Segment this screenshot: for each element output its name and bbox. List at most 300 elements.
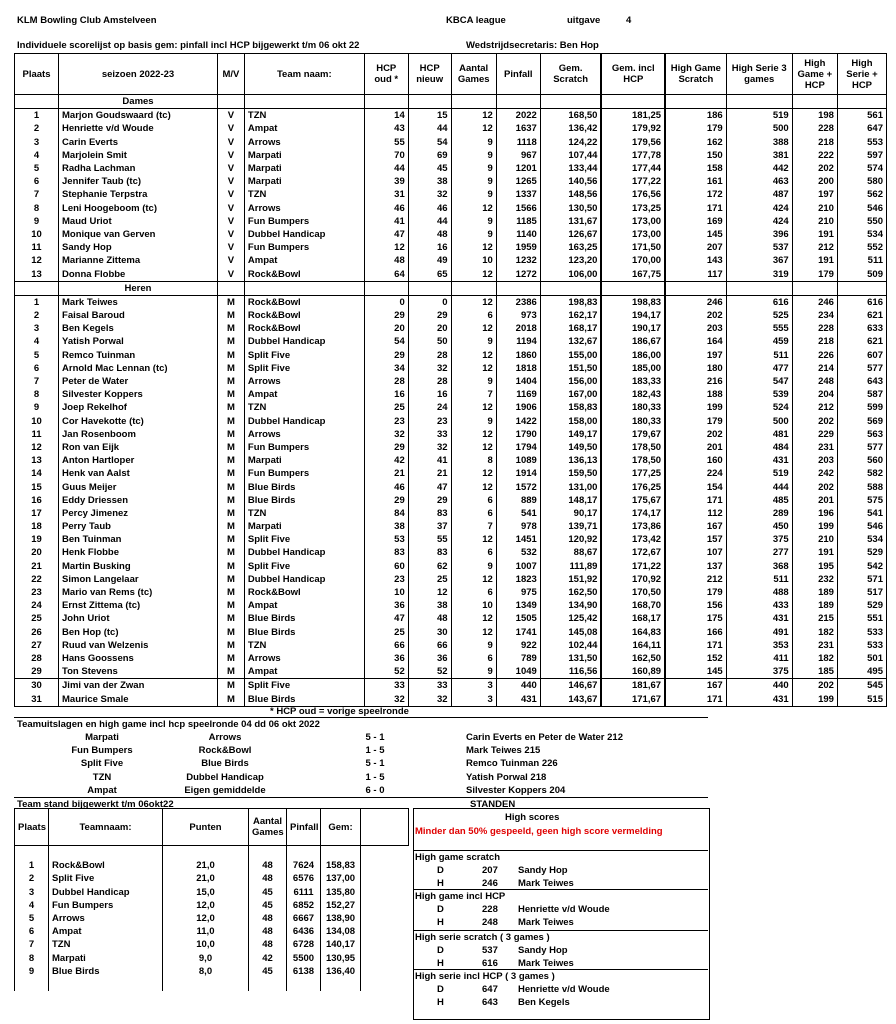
table-cell: 173,00	[601, 228, 665, 241]
table-row	[15, 546, 887, 559]
table-cell: 154	[665, 480, 726, 493]
table-cell: 431	[726, 692, 792, 706]
table-cell: 12	[408, 586, 451, 599]
table-row	[15, 586, 887, 599]
table-cell: 62	[408, 560, 451, 573]
table-cell: 234	[792, 309, 837, 322]
high-score-value: 647	[482, 984, 498, 996]
table-cell: 38	[408, 175, 451, 188]
high-score-group-title: High game incl HCP	[415, 891, 506, 902]
table-cell: 134,08	[321, 925, 361, 938]
table-cell: Arrows	[244, 428, 364, 441]
table-cell: M	[218, 441, 245, 454]
table-cell: Stephanie Terpstra	[59, 188, 218, 201]
table-cell: 162,17	[540, 309, 601, 322]
table-cell: 9	[451, 188, 496, 201]
table-cell: 54	[364, 335, 408, 348]
table-cell: 32	[408, 441, 451, 454]
table-cell: 1860	[496, 349, 540, 362]
table-cell: 495	[837, 665, 886, 679]
table-cell: 607	[837, 349, 886, 362]
table-cell: M	[218, 335, 245, 348]
table-cell: 179	[665, 122, 726, 135]
table-cell: 140,56	[540, 175, 601, 188]
col-header: Teamnaam:	[49, 809, 163, 846]
table-cell	[540, 281, 601, 295]
table-cell: 45	[249, 886, 287, 899]
table-cell: 224	[665, 467, 726, 480]
table-cell: M	[218, 612, 245, 625]
high-score-player: Henriette v/d Woude	[518, 904, 610, 916]
table-cell: 107,44	[540, 149, 601, 162]
table-cell: 442	[726, 162, 792, 175]
table-cell: M	[218, 560, 245, 573]
table-cell: 246	[665, 295, 726, 309]
table-cell: 218	[792, 136, 837, 149]
table-cell: 9	[15, 215, 59, 228]
table-cell: 8	[15, 388, 59, 401]
table-cell: 112	[665, 507, 726, 520]
table-cell: 151,50	[540, 362, 601, 375]
table-cell: 139,71	[540, 520, 601, 533]
table-cell: 48	[364, 254, 408, 267]
table-cell: 181,67	[601, 679, 665, 693]
table-cell: 48	[408, 612, 451, 625]
table-cell: Split Five	[244, 679, 364, 693]
table-cell: 171,67	[601, 692, 665, 706]
table-cell: 171	[665, 494, 726, 507]
table-cell: Ernst Zittema (tc)	[59, 599, 218, 612]
table-cell: 396	[726, 228, 792, 241]
table-cell: 88,67	[540, 546, 601, 559]
table-cell: 368	[726, 560, 792, 573]
table-cell: 145	[665, 228, 726, 241]
table-cell: Split Five	[244, 349, 364, 362]
table-cell	[792, 281, 837, 295]
table-cell: 541	[496, 507, 540, 520]
table-cell: 1959	[496, 241, 540, 254]
table-cell: 9	[15, 965, 49, 978]
table-cell: 226	[792, 349, 837, 362]
table-cell: Anton Hartloper	[59, 454, 218, 467]
table-cell: 201	[665, 441, 726, 454]
table-cell: Ton Stevens	[59, 665, 218, 679]
table-cell: Split Five	[244, 560, 364, 573]
table-cell: 23	[364, 415, 408, 428]
table-cell: TZN	[244, 507, 364, 520]
table-cell: Dubbel Handicap	[244, 335, 364, 348]
table-cell: 6111	[287, 886, 321, 899]
table-cell: 168,17	[601, 612, 665, 625]
table-cell: 10	[15, 415, 59, 428]
table-cell: 173,00	[601, 215, 665, 228]
divider	[413, 850, 708, 851]
table-cell: 136,13	[540, 454, 601, 467]
match-high-game: Yatish Porwal 218	[466, 771, 547, 783]
table-cell	[540, 95, 601, 109]
table-cell: Blue Birds	[244, 612, 364, 625]
table-cell: Rock&Bowl	[244, 309, 364, 322]
table-cell: 9	[451, 375, 496, 388]
table-cell: 1349	[496, 599, 540, 612]
table-cell: 25	[408, 573, 451, 586]
table-cell: 66	[408, 639, 451, 652]
table-cell: 168,50	[540, 109, 601, 123]
high-score-gender: H	[437, 958, 444, 970]
table-cell: M	[218, 480, 245, 493]
table-cell: Mario van Rems (tc)	[59, 586, 218, 599]
col-header: Pinfall	[496, 54, 540, 95]
table-cell	[451, 95, 496, 109]
high-score-group-title: High serie scratch ( 3 games )	[415, 932, 550, 943]
table-cell: 431	[726, 454, 792, 467]
table-cell: 138,90	[321, 912, 361, 925]
table-cell: 46	[364, 480, 408, 493]
table-cell	[287, 846, 321, 860]
table-cell: 126,67	[540, 228, 601, 241]
table-cell: 6852	[287, 899, 321, 912]
table-cell: 2386	[496, 295, 540, 309]
table-cell: 174,17	[601, 507, 665, 520]
table-cell: 210	[792, 533, 837, 546]
table-cell: 16	[364, 388, 408, 401]
table-cell: 6	[15, 925, 49, 938]
table-cell	[244, 281, 364, 295]
table-cell: 550	[837, 215, 886, 228]
table-cell: 431	[496, 692, 540, 706]
table-cell: 156,00	[540, 375, 601, 388]
table-cell: 15,0	[163, 886, 249, 899]
table-cell: Perry Taub	[59, 520, 218, 533]
table-cell: 12	[451, 428, 496, 441]
table-cell: 551	[837, 612, 886, 625]
table-row	[15, 295, 887, 309]
table-cell: 1404	[496, 375, 540, 388]
table-cell	[361, 938, 409, 951]
table-cell: 191	[792, 546, 837, 559]
table-cell: 158	[665, 162, 726, 175]
table-row	[15, 639, 887, 652]
table-cell: 48	[249, 859, 287, 872]
table-cell: 424	[726, 215, 792, 228]
table-cell: 6	[451, 586, 496, 599]
table-cell	[837, 281, 886, 295]
table-cell: 197	[665, 349, 726, 362]
table-row	[15, 136, 887, 149]
table-cell: 8	[15, 202, 59, 215]
table-cell: 202	[792, 679, 837, 693]
table-cell: 155,00	[540, 349, 601, 362]
table-cell: V	[218, 109, 245, 123]
table-cell: 135,80	[321, 886, 361, 899]
match-team: Fun Bumpers	[71, 745, 133, 757]
table-cell	[361, 912, 409, 925]
table-cell: M	[218, 388, 245, 401]
table-cell: 55	[408, 533, 451, 546]
table-cell: Marjolein Smit	[59, 149, 218, 162]
table-cell: V	[218, 136, 245, 149]
table-cell: 1637	[496, 122, 540, 135]
table-row	[15, 228, 887, 241]
table-cell: 199	[792, 692, 837, 706]
table-row	[15, 573, 887, 586]
table-cell: 597	[837, 149, 886, 162]
table-cell: 228	[792, 122, 837, 135]
table-cell: 179	[665, 415, 726, 428]
high-score-value: 616	[482, 958, 498, 970]
table-cell: 130,95	[321, 952, 361, 965]
high-score-gender: H	[437, 917, 444, 929]
table-cell: 577	[837, 441, 886, 454]
table-cell: TZN	[244, 188, 364, 201]
table-cell: 889	[496, 494, 540, 507]
table-cell: 246	[792, 295, 837, 309]
table-cell: 9	[451, 665, 496, 679]
table-cell: 232	[792, 573, 837, 586]
match-team: Dubbel Handicap	[186, 771, 264, 783]
table-cell: 440	[726, 679, 792, 693]
table-cell: 102,44	[540, 639, 601, 652]
table-cell: 36	[408, 652, 451, 665]
table-cell: 511	[726, 573, 792, 586]
table-cell: 28	[408, 375, 451, 388]
table-cell: 160	[665, 454, 726, 467]
table-cell: Marjon Goudswaard (tc)	[59, 109, 218, 123]
high-score-player: Henriette v/d Woude	[518, 984, 610, 996]
table-cell: 31	[15, 692, 59, 706]
table-cell: 179	[792, 267, 837, 281]
table-cell: Dubbel Handicap	[49, 886, 163, 899]
table-cell: 25	[364, 626, 408, 639]
table-cell: 577	[837, 362, 886, 375]
table-cell: TZN	[244, 639, 364, 652]
standing-title: Team stand bijgewerkt t/m 06okt22	[17, 799, 174, 810]
table-cell: V	[218, 188, 245, 201]
table-cell: 546	[837, 202, 886, 215]
table-row	[15, 267, 887, 281]
table-cell: 146,67	[540, 679, 601, 693]
table-cell: M	[218, 652, 245, 665]
table-cell: 83	[408, 546, 451, 559]
table-cell: 1272	[496, 267, 540, 281]
table-cell: 15	[408, 109, 451, 123]
table-cell: 194,17	[601, 309, 665, 322]
table-cell: M	[218, 599, 245, 612]
table-cell: 7	[15, 938, 49, 951]
high-score-gender: D	[437, 984, 444, 996]
table-cell: 1566	[496, 202, 540, 215]
table-cell: Marpati	[244, 454, 364, 467]
table-cell	[361, 952, 409, 965]
table-row	[15, 322, 887, 335]
table-cell	[15, 95, 59, 109]
table-row	[15, 507, 887, 520]
col-header: Punten	[163, 809, 249, 846]
table-row	[15, 162, 887, 175]
table-cell: 450	[726, 520, 792, 533]
table-cell: 32	[408, 188, 451, 201]
table-cell: 542	[837, 560, 886, 573]
table-cell: Marpati	[49, 952, 163, 965]
table-cell: 180	[665, 362, 726, 375]
table-cell: 277	[726, 546, 792, 559]
table-cell: 621	[837, 335, 886, 348]
table-cell: 9	[451, 335, 496, 348]
table-cell: 561	[837, 109, 886, 123]
divider	[14, 797, 708, 798]
table-cell: 186,00	[601, 349, 665, 362]
table-cell: 196	[792, 507, 837, 520]
section-row	[15, 281, 887, 295]
table-cell: 1169	[496, 388, 540, 401]
table-cell: 182,43	[601, 388, 665, 401]
table-cell: Maurice Smale	[59, 692, 218, 706]
table-cell: 180,33	[601, 415, 665, 428]
table-cell: 183,33	[601, 375, 665, 388]
table-cell	[726, 95, 792, 109]
table-cell: Rock&Bowl	[244, 295, 364, 309]
table-cell	[601, 95, 665, 109]
table-cell: Yatish Porwal	[59, 335, 218, 348]
table-cell: 9	[15, 401, 59, 414]
table-cell: 4	[15, 899, 49, 912]
table-cell: Blue Birds	[244, 626, 364, 639]
table-cell: 444	[726, 480, 792, 493]
table-cell: 6667	[287, 912, 321, 925]
table-cell: V	[218, 175, 245, 188]
table-cell: 177,78	[601, 149, 665, 162]
table-cell: 149,17	[540, 428, 601, 441]
table-cell: 69	[408, 149, 451, 162]
table-cell: 212	[792, 241, 837, 254]
table-row	[15, 925, 409, 938]
table-cell: 12	[451, 241, 496, 254]
high-score-gender: D	[437, 904, 444, 916]
table-cell: 381	[726, 149, 792, 162]
high-score-player: Mark Teiwes	[518, 878, 574, 890]
table-cell: 433	[726, 599, 792, 612]
secretary-label: Wedstrijdsecretaris: Ben Hop	[466, 40, 599, 51]
table-cell: 167	[665, 520, 726, 533]
table-cell: 47	[408, 480, 451, 493]
table-cell: 525	[726, 309, 792, 322]
edition-number: 4	[626, 15, 632, 26]
table-cell: 42	[249, 952, 287, 965]
table-cell: 6	[451, 652, 496, 665]
table-cell	[837, 95, 886, 109]
table-cell: 177,25	[601, 467, 665, 480]
table-cell: 6138	[287, 965, 321, 978]
table-cell: 23	[364, 573, 408, 586]
table-cell: Jimi van der Zwan	[59, 679, 218, 693]
high-score-gender: D	[437, 865, 444, 877]
table-cell: 164	[665, 335, 726, 348]
table-cell: Ampat	[49, 925, 163, 938]
table-cell: Maud Uriot	[59, 215, 218, 228]
table-cell: 524	[726, 401, 792, 414]
table-cell: 534	[837, 533, 886, 546]
table-cell: 171	[665, 692, 726, 706]
table-cell: 164,11	[601, 639, 665, 652]
table-cell	[496, 95, 540, 109]
table-cell: 218	[792, 335, 837, 348]
table-cell: 34	[364, 362, 408, 375]
high-score-group-title: High game scratch	[415, 852, 500, 863]
table-cell: 132,67	[540, 335, 601, 348]
table-cell: 179,56	[601, 136, 665, 149]
table-cell: 21,0	[163, 872, 249, 885]
table-cell: 47	[364, 612, 408, 625]
high-score-gender: H	[437, 997, 444, 1009]
section-label: Heren	[59, 281, 218, 295]
table-cell: 17	[15, 507, 59, 520]
col-header: Aantal Games	[249, 809, 287, 846]
table-cell: 39	[364, 175, 408, 188]
table-cell: 231	[792, 639, 837, 652]
table-cell	[244, 95, 364, 109]
table-cell: M	[218, 295, 245, 309]
table-cell: 587	[837, 388, 886, 401]
table-cell: 533	[837, 626, 886, 639]
table-cell: 12	[451, 322, 496, 335]
table-cell: Arrows	[49, 912, 163, 925]
table-cell: 167,00	[540, 388, 601, 401]
table-cell: 21	[408, 467, 451, 480]
table-row	[15, 965, 409, 978]
col-header: High Serie 3 games	[726, 54, 792, 95]
table-cell: Leni Hoogeboom (tc)	[59, 202, 218, 215]
table-cell: M	[218, 665, 245, 679]
table-cell: 424	[726, 202, 792, 215]
table-cell	[665, 281, 726, 295]
table-cell: 555	[726, 322, 792, 335]
table-cell: 140,17	[321, 938, 361, 951]
table-cell	[218, 281, 245, 295]
table-cell: 90,17	[540, 507, 601, 520]
table-cell: Silvester Koppers	[59, 388, 218, 401]
table-row	[15, 202, 887, 215]
table-cell: M	[218, 520, 245, 533]
table-cell: 66	[364, 639, 408, 652]
table-cell: Arrows	[244, 136, 364, 149]
table-row	[15, 175, 887, 188]
match-score: 6 - 0	[365, 784, 385, 796]
table-cell: 26	[15, 626, 59, 639]
table-row	[15, 454, 887, 467]
table-cell: 575	[837, 494, 886, 507]
scorelist-subtitle: Individuele scorelijst op basis gem: pinfall incl HCP bijgewerkt t/m 06 okt 22	[17, 40, 360, 51]
table-cell: 563	[837, 428, 886, 441]
table-cell: 1794	[496, 441, 540, 454]
table-cell: 9	[451, 215, 496, 228]
match-high-game: Carin Everts en Peter de Water 212	[466, 732, 623, 743]
table-cell: 6436	[287, 925, 321, 938]
table-row	[15, 494, 887, 507]
table-cell: 28	[15, 652, 59, 665]
table-row	[15, 978, 409, 991]
table-cell: 48	[249, 872, 287, 885]
table-cell: Martin Busking	[59, 560, 218, 573]
table-cell: 11,0	[163, 925, 249, 938]
table-cell: 48	[249, 912, 287, 925]
table-cell: 1118	[496, 136, 540, 149]
standen-label: STANDEN	[470, 799, 516, 810]
table-cell: 145	[665, 665, 726, 679]
table-cell: M	[218, 586, 245, 599]
table-cell: 33	[408, 428, 451, 441]
table-cell: 203	[665, 322, 726, 335]
table-cell: 148,17	[540, 494, 601, 507]
